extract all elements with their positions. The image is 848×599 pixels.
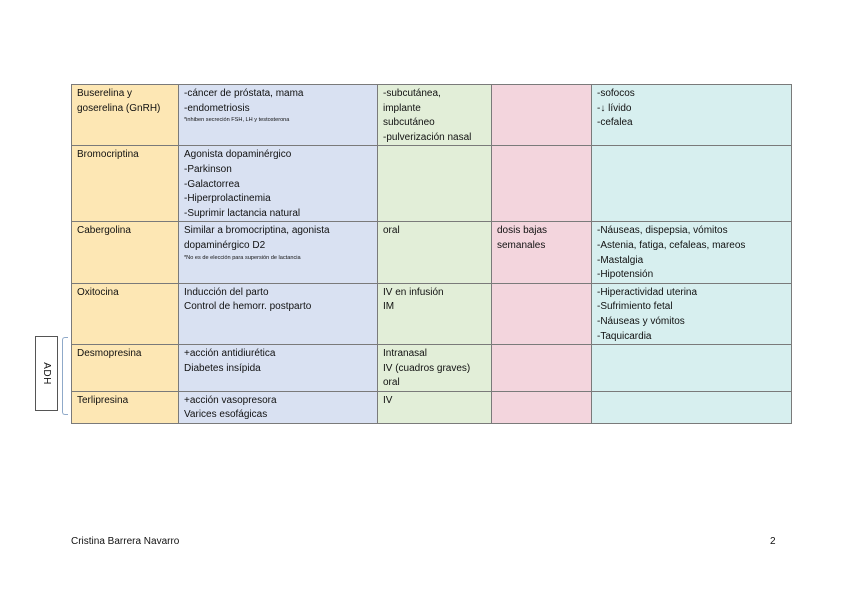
indications-line: -Hiperprolactinemia xyxy=(184,193,271,205)
route-line: oral xyxy=(383,225,400,237)
table-row xyxy=(72,146,792,222)
drug-name-line: Terlipresina xyxy=(77,394,129,406)
drug-table xyxy=(71,84,792,424)
adverse-effects-cell xyxy=(592,146,792,222)
table-row xyxy=(72,85,792,146)
table-row xyxy=(72,391,792,423)
route-cell xyxy=(378,222,492,283)
indications-line: -cáncer de próstata, mama xyxy=(184,88,304,99)
adverse-effects-line: -Taquicardia xyxy=(597,330,652,342)
route-line: implante xyxy=(383,102,421,114)
adverse-effects-line: -Sufrimiento fetal xyxy=(597,301,673,313)
route-line: IM xyxy=(383,301,395,313)
table-row xyxy=(72,283,792,344)
route-line: IV en infusión xyxy=(383,286,444,298)
indications-line: -Galactorrea xyxy=(184,178,240,190)
indications-line: Inducción del parto xyxy=(184,286,269,298)
route-cell xyxy=(378,391,492,423)
adverse-effects-line: -Hipotensión xyxy=(597,269,654,281)
indications-cell xyxy=(179,85,378,146)
route-line: IV (cuadros graves) xyxy=(383,362,471,374)
indications-line: -endometriosis xyxy=(184,102,250,114)
drug-name-cell xyxy=(72,146,179,222)
indications-cell xyxy=(179,222,378,283)
drug-table-body xyxy=(72,85,792,424)
dose-cell xyxy=(492,146,592,222)
indications-line: Agonista dopaminérgico xyxy=(184,149,292,161)
table-row xyxy=(72,222,792,283)
adverse-effects-cell xyxy=(592,391,792,423)
indication-footnote: *No es de elección para supersión de lactancia xyxy=(184,254,301,261)
dose-cell xyxy=(492,85,592,146)
dose-cell xyxy=(492,345,592,392)
drug-name-cell xyxy=(72,345,179,392)
dose-line: dosis bajas xyxy=(497,225,548,237)
adverse-effects-line: -Astenia, fatiga, cefaleas, mareos xyxy=(597,239,746,251)
route-line: IV xyxy=(383,394,393,406)
adverse-effects-cell xyxy=(592,222,792,283)
footer-author: Cristina Barrera Navarro xyxy=(71,536,180,547)
route-line: subcutáneo xyxy=(383,117,435,129)
adverse-effects-cell xyxy=(592,283,792,344)
dose-cell xyxy=(492,391,592,423)
drug-name-line: Oxitocina xyxy=(77,286,119,298)
drug-name-cell xyxy=(72,85,179,146)
route-cell xyxy=(378,345,492,392)
indications-line: Similar a bromocriptina, agonista xyxy=(184,225,330,237)
adh-group-label: ADH xyxy=(41,362,52,385)
adverse-effects-line: -↓ lívido xyxy=(597,102,632,114)
indications-line: Diabetes insípida xyxy=(184,362,261,374)
route-line: -subcutánea, xyxy=(383,88,441,99)
adverse-effects-line: -Hiperactividad uterina xyxy=(597,286,698,298)
adverse-effects-cell xyxy=(592,85,792,146)
indications-line: -Parkinson xyxy=(184,163,232,175)
route-line: -pulverización nasal xyxy=(383,131,472,143)
route-line: oral xyxy=(383,377,400,389)
drug-name-line: Cabergolina xyxy=(77,225,131,237)
indications-line: -Suprimir lactancia natural xyxy=(184,207,301,219)
drug-name-cell xyxy=(72,222,179,283)
adverse-effects-line: -Náuseas y vómitos xyxy=(597,315,685,327)
page-number: 2 xyxy=(770,536,776,547)
drug-name-line: Bromocriptina xyxy=(77,149,139,161)
adverse-effects-line: -Náuseas, dispepsia, vómitos xyxy=(597,225,728,237)
dose-line: semanales xyxy=(497,239,546,251)
indications-cell xyxy=(179,345,378,392)
adh-group-bracket xyxy=(62,337,68,415)
dose-cell xyxy=(492,283,592,344)
indications-line: +acción antidiurética xyxy=(184,348,276,360)
drug-name-line: Desmopresina xyxy=(77,348,142,360)
indications-cell xyxy=(179,391,378,423)
indications-line: Control de hemorr. postparto xyxy=(184,301,312,313)
dose-cell xyxy=(492,222,592,283)
route-cell xyxy=(378,85,492,146)
indications-line: +acción vasopresora xyxy=(184,394,277,406)
route-cell xyxy=(378,146,492,222)
indications-line: Varices esofágicas xyxy=(184,409,268,421)
drug-name-line: goserelina (GnRH) xyxy=(77,102,161,114)
adverse-effects-line: -cefalea xyxy=(597,117,633,129)
route-line: Intranasal xyxy=(383,348,427,360)
drug-name-line: Buserelina y xyxy=(77,88,133,99)
route-cell xyxy=(378,283,492,344)
drug-name-cell xyxy=(72,283,179,344)
indication-footnote: *inhiben secreción FSH, LH y testosterona xyxy=(184,117,290,124)
drug-name-cell xyxy=(72,391,179,423)
indications-cell xyxy=(179,146,378,222)
table-row xyxy=(72,345,792,392)
adverse-effects-cell xyxy=(592,345,792,392)
adverse-effects-line: -Mastalgia xyxy=(597,254,644,266)
adverse-effects-line: -sofocos xyxy=(597,88,635,99)
adh-group-box xyxy=(35,336,58,411)
indications-cell xyxy=(179,283,378,344)
indications-line: dopaminérgico D2 xyxy=(184,239,266,251)
